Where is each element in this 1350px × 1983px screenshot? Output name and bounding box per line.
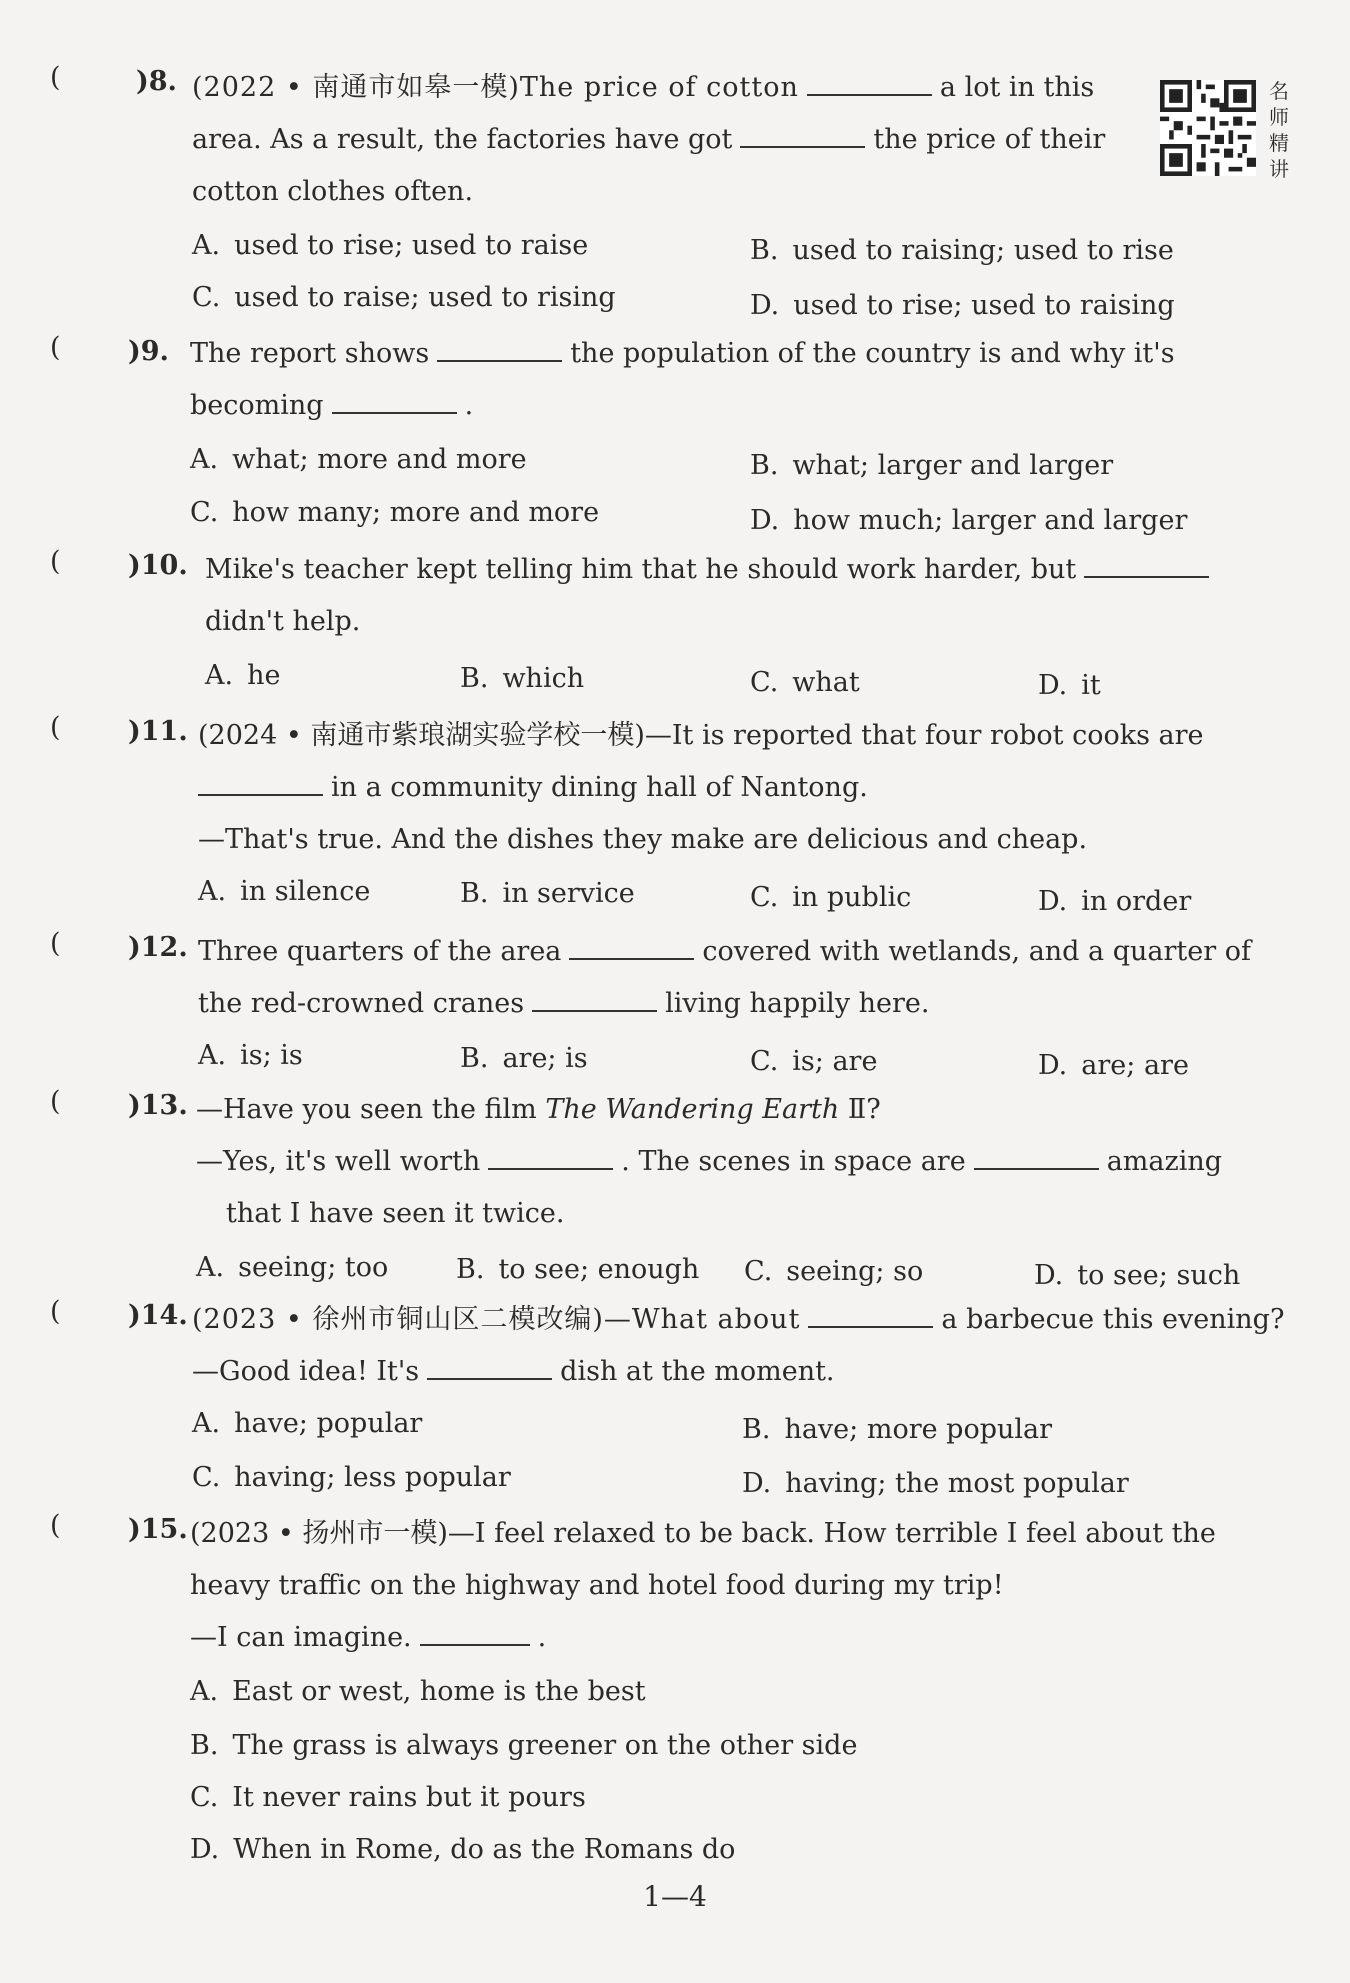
answer-blank[interactable] xyxy=(532,1009,657,1012)
question-line: —Have you seen the film The Wandering Earth Ⅱ? xyxy=(196,1094,881,1125)
question-line: (2023 • 扬州市一模)—I feel relaxed to be back. How terrible I feel about the xyxy=(190,1518,1216,1549)
question-number: )13. xyxy=(128,1090,188,1121)
question-number: )11. xyxy=(128,716,188,747)
question-line: —That's true. And the dishes they make are delicious and cheap. xyxy=(198,824,1088,855)
question-line: —Good idea! It's dish at the moment. xyxy=(192,1356,835,1387)
option-b[interactable]: B. The grass is always greener on the other side xyxy=(190,1730,858,1761)
question-line: (2023 • 徐州市铜山区二模改编)—What about a barbecue this evening? xyxy=(192,1304,1285,1335)
page-number: 1—4 xyxy=(643,1880,707,1913)
answer-blank[interactable] xyxy=(808,1325,933,1328)
answer-blank[interactable] xyxy=(1084,575,1209,578)
option-c[interactable]: C. is; are xyxy=(750,1046,878,1077)
option-c[interactable]: C. in public xyxy=(750,882,912,913)
question-line: area. As a result, the factories have got the price of their xyxy=(192,124,1106,155)
option-b[interactable]: B. used to raising; used to rise xyxy=(750,235,1174,266)
question-line: (2022 • 南通市如皋一模)The price of cotton a lot in this xyxy=(192,72,1095,103)
question-line: —I can imagine. . xyxy=(190,1622,547,1653)
question-line: becoming . xyxy=(190,390,474,421)
question-line: the red-crowned cranes living happily here. xyxy=(198,988,930,1019)
question-number: )8. xyxy=(136,66,177,97)
option-a[interactable]: A. what; more and more xyxy=(190,444,527,475)
answer-blank[interactable] xyxy=(807,93,932,96)
question-number: )14. xyxy=(128,1300,188,1331)
option-c[interactable]: C. seeing; so xyxy=(744,1256,924,1287)
option-a[interactable]: A. used to rise; used to raise xyxy=(192,230,589,261)
question-line: in a community dining hall of Nantong. xyxy=(198,770,868,806)
option-b[interactable]: B. in service xyxy=(460,878,635,909)
option-a[interactable]: A. he xyxy=(205,660,281,691)
question-line: cotton clothes often. xyxy=(192,176,474,207)
question-line: The report shows the population of the country is and why it's xyxy=(190,338,1175,369)
answer-paren[interactable]: ( xyxy=(50,712,61,743)
answer-blank[interactable] xyxy=(420,1643,530,1646)
option-b[interactable]: B. to see; enough xyxy=(456,1254,700,1285)
answer-blank[interactable] xyxy=(974,1167,1099,1170)
question-line: didn't help. xyxy=(205,606,361,637)
option-c[interactable]: C. It never rains but it pours xyxy=(190,1782,586,1813)
answer-paren[interactable]: ( xyxy=(50,332,61,363)
option-a[interactable]: A. seeing; too xyxy=(196,1252,389,1283)
question-line: —Yes, it's well worth . The scenes in space are amazing xyxy=(196,1146,1223,1177)
answer-paren[interactable]: ( xyxy=(50,546,61,577)
question-line: Three quarters of the area covered with wetlands, and a quarter of xyxy=(198,936,1251,967)
answer-blank[interactable] xyxy=(427,1377,552,1380)
qr-label: 名师精讲 xyxy=(1269,79,1289,181)
option-c[interactable]: C. used to raise; used to rising xyxy=(192,282,616,313)
option-a[interactable]: A. East or west, home is the best xyxy=(190,1676,646,1707)
question-line: heavy traffic on the highway and hotel food during my trip! xyxy=(190,1570,1004,1601)
option-c[interactable]: C. having; less popular xyxy=(192,1462,511,1493)
question-number: )9. xyxy=(128,336,169,367)
option-c[interactable]: C. what xyxy=(750,667,860,698)
option-d[interactable]: D. used to rise; used to raising xyxy=(750,290,1175,321)
answer-paren[interactable]: ( xyxy=(50,1086,61,1117)
option-d[interactable]: D. how much; larger and larger xyxy=(750,505,1188,536)
question-number: )10. xyxy=(128,550,188,581)
question-line: that I have seen it twice. xyxy=(226,1198,565,1229)
option-d[interactable]: D. are; are xyxy=(1038,1050,1189,1081)
answer-paren[interactable]: ( xyxy=(50,928,61,959)
option-a[interactable]: A. is; is xyxy=(198,1040,303,1071)
option-a[interactable]: A. in silence xyxy=(198,876,371,907)
question-number: )12. xyxy=(128,932,188,963)
answer-blank[interactable] xyxy=(198,793,323,796)
answer-blank[interactable] xyxy=(437,359,562,362)
question-line: Mike's teacher kept telling him that he should work harder, but xyxy=(205,552,1217,588)
question-line: (2024 • 南通市紫琅湖实验学校一模)—It is reported that four robot cooks are xyxy=(198,720,1204,751)
option-d[interactable]: D. in order xyxy=(1038,886,1192,917)
answer-blank[interactable] xyxy=(569,957,694,960)
option-c[interactable]: C. how many; more and more xyxy=(190,497,600,528)
answer-paren[interactable]: ( xyxy=(50,1296,61,1327)
option-b[interactable]: B. are; is xyxy=(460,1043,588,1074)
option-b[interactable]: B. have; more popular xyxy=(742,1414,1053,1445)
option-d[interactable]: D. to see; such xyxy=(1034,1260,1241,1291)
option-d[interactable]: D. it xyxy=(1038,670,1101,701)
answer-blank[interactable] xyxy=(332,411,457,414)
option-b[interactable]: B. what; larger and larger xyxy=(750,450,1114,481)
option-a[interactable]: A. have; popular xyxy=(192,1408,423,1439)
option-b[interactable]: B. which xyxy=(460,663,585,694)
answer-paren[interactable]: ( xyxy=(50,1510,61,1541)
answer-blank[interactable] xyxy=(740,145,865,148)
option-d[interactable]: D. When in Rome, do as the Romans do xyxy=(190,1834,736,1865)
qr-code-icon[interactable] xyxy=(1160,80,1256,176)
answer-paren[interactable]: ( xyxy=(50,62,61,93)
question-number: )15. xyxy=(128,1514,188,1545)
option-d[interactable]: D. having; the most popular xyxy=(742,1468,1129,1499)
answer-blank[interactable] xyxy=(488,1167,613,1170)
